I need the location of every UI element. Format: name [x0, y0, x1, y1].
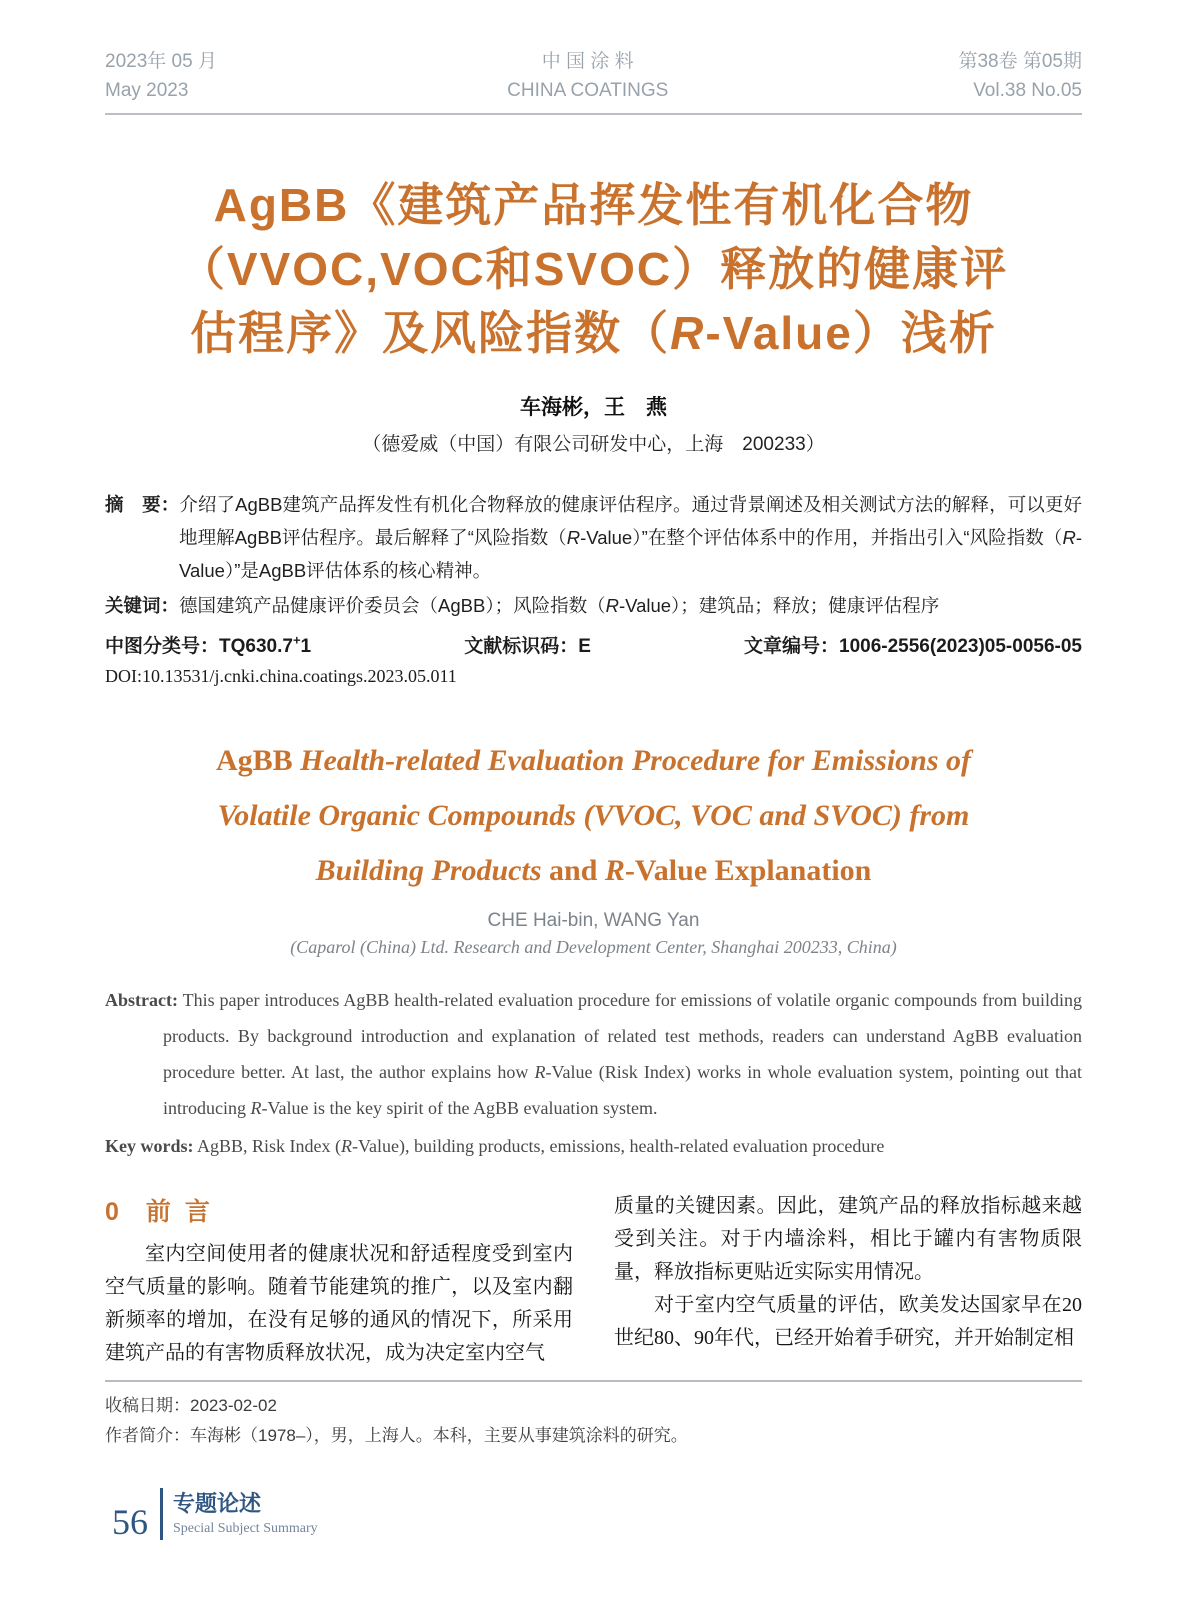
header-divider [105, 113, 1082, 115]
keywords-en-text-2: -Value), building products, emissions, health-related evaluation procedure [352, 1136, 885, 1156]
abstract-cn-text-2: -Value）”在整个评估体系中的作用，并指出引入“风险指数（ [580, 527, 1063, 548]
footer-bar [160, 1488, 163, 1540]
author-bio: 作者简介：车海彬（1978–），男，上海人。本科，主要从事建筑涂料的研究。 [105, 1426, 688, 1445]
keywords-cn-text-2: -Value）；建筑品；释放；健康评估程序 [618, 595, 940, 616]
keywords-en [105, 1128, 1082, 1164]
title-en-line1-italic: Health-related Evaluation Procedure for Emissions of [300, 744, 972, 777]
header-volume [958, 48, 1082, 105]
title-en-line3 [105, 843, 1082, 898]
header-journal-cn: 中 国 涂 料 [541, 51, 634, 72]
keywords-cn-text-1: 德国建筑产品健康评价委员会（AgBB）；风险指数（ [179, 595, 606, 616]
abstract-cn-text-1: 介绍了AgBB建筑产品挥发性有机化合物释放的健康评估程序。通过背景阐述及相关测试方法的解释，可以更好地理解AgBB评估程序。最后解释了“风险指数（ [179, 494, 1082, 548]
section-title: 前言 [145, 1198, 224, 1226]
header-issue-date [105, 48, 217, 105]
footnote-divider [105, 1380, 1082, 1382]
affiliation-cn: （德爱威（中国）有限公司研发中心，上海 200233） [362, 434, 825, 455]
keywords-cn-rvalue: R [605, 595, 619, 616]
title-en-line3-post: -Value Explanation [624, 854, 872, 887]
abstract-en-text-1: This paper introduces AgBB health-related evaluation procedure for emissions of volatile organic compounds from building products. By background introduction and explanation of related test methods, readers can understand AgBB evaluation procedure better. At last, the author explains how [163, 990, 1082, 1082]
header-date-cn: 2023年 05 月 [105, 51, 217, 72]
clc-number-base: 中图分类号：TQ630.7 [105, 636, 293, 657]
abstract-en [105, 982, 1082, 1126]
footnote [105, 1391, 1082, 1451]
affiliation-en: (Caparol (China) Ltd. Research and Development Center, Shanghai 200233, China) [290, 937, 897, 957]
column-label-cn: 专题论述 [173, 1491, 262, 1517]
abstract-en-text-3: -Value is the key spirit of the AgBB evaluation system. [261, 1098, 658, 1118]
body-column-right [614, 1190, 1082, 1370]
title-en-line1-agbb: AgBB [215, 744, 301, 777]
abstract-en-rvalue-2: R [250, 1098, 262, 1118]
page-number: 56 [112, 1502, 148, 1542]
title-en-line2: Volatile Organic Compounds (VVOC, VOC and SVOC) from [217, 799, 970, 832]
article-title-en [105, 733, 1082, 898]
body-paragraph: 对于室内空气质量的评估，欧美发达国家早在20世纪80、90年代，已经开始着手研究，并开始制定相 [614, 1294, 1082, 1349]
keywords-cn [105, 589, 1082, 622]
column-label-en: Special Subject Summary [173, 1520, 318, 1536]
abstract-cn-rvalue-2: R [1062, 527, 1076, 548]
title-cn-line1: AgBB《建筑产品挥发性有机化合物 [213, 179, 974, 231]
classification-row [105, 631, 1082, 658]
title-en-line3-rvalue: R [604, 854, 625, 887]
body-paragraph: 室内空间使用者的健康状况和舒适程度受到室内空气质量的影响。随着节能建筑的推广，以及室内翻新频率的增加，在没有足够的通风的情况下，所采用建筑产品的有害物质释放状况，成为决定室内空气 [105, 1243, 573, 1364]
keywords-cn-label: 关键词： [105, 595, 180, 616]
section-number: 0 [105, 1198, 120, 1226]
body-columns [105, 1190, 1082, 1370]
authors-en: CHE Hai-bin, WANG Yan [487, 910, 700, 931]
clc-number-tail: 1 [300, 636, 312, 657]
header-volume-en: Vol.38 No.05 [973, 79, 1082, 101]
keywords-en-text-1: AgBB, Risk Index ( [193, 1136, 342, 1156]
document-code: 文献标识码：E [464, 636, 591, 657]
title-cn-line3-rvalue: R [670, 307, 706, 359]
journal-header [105, 48, 1082, 105]
article-title-cn [105, 173, 1082, 365]
title-en-line1 [105, 733, 1082, 788]
doi: DOI:10.13531/j.cnki.china.coatings.2023.05.011 [105, 666, 457, 686]
title-cn-line2: （VVOC,VOC和SVOC）释放的健康评 [178, 243, 1009, 295]
page-footer [112, 1488, 318, 1540]
header-journal-name [507, 48, 668, 105]
received-date: 收稿日期：2023-02-02 [105, 1396, 277, 1415]
body-paragraph: 质量的关键因素。因此，建筑产品的释放指标越来越受到关注。对于内墙涂料，相比于罐内有害物质限量，释放指标更贴近实际实用情况。 [614, 1195, 1082, 1283]
article-number: 文章编号：1006-2556(2023)05-0056-05 [744, 636, 1082, 657]
clc-number [105, 631, 311, 658]
title-cn-line3-pre: 估程序》及风险指数（ [190, 307, 671, 359]
keywords-en-rvalue: R [341, 1136, 353, 1156]
header-journal-en: CHINA COATINGS [507, 79, 669, 101]
keywords-en-label: Key words: [105, 1136, 194, 1156]
abstract-en-rvalue-1: R [534, 1062, 546, 1082]
abstract-cn [105, 488, 1082, 587]
section-heading [105, 1192, 573, 1228]
title-cn-line3 [105, 301, 1082, 365]
title-en-line3-italic: Building Products [315, 854, 542, 887]
header-volume-cn: 第38卷 第05期 [958, 51, 1082, 72]
abstract-cn-rvalue-1: R [566, 527, 581, 548]
clc-number-sup: + [292, 632, 301, 648]
title-en-line3-and: and [541, 854, 605, 887]
header-date-en: May 2023 [105, 79, 189, 101]
abstract-en-label: Abstract: [105, 990, 178, 1010]
body-column-left [105, 1190, 573, 1370]
abstract-en-text-2: -Value (Risk Index) works in whole evaluation system, pointing out that introducing [163, 1062, 1082, 1118]
abstract-cn-text-3: -Value）”是AgBB评估体系的核心精神。 [179, 527, 1082, 581]
title-cn-line3-post: -Value）浅析 [705, 307, 997, 359]
column-label [173, 1491, 318, 1536]
authors-cn: 车海彬，王 燕 [520, 396, 667, 419]
abstract-cn-label: 摘 要： [105, 494, 180, 515]
